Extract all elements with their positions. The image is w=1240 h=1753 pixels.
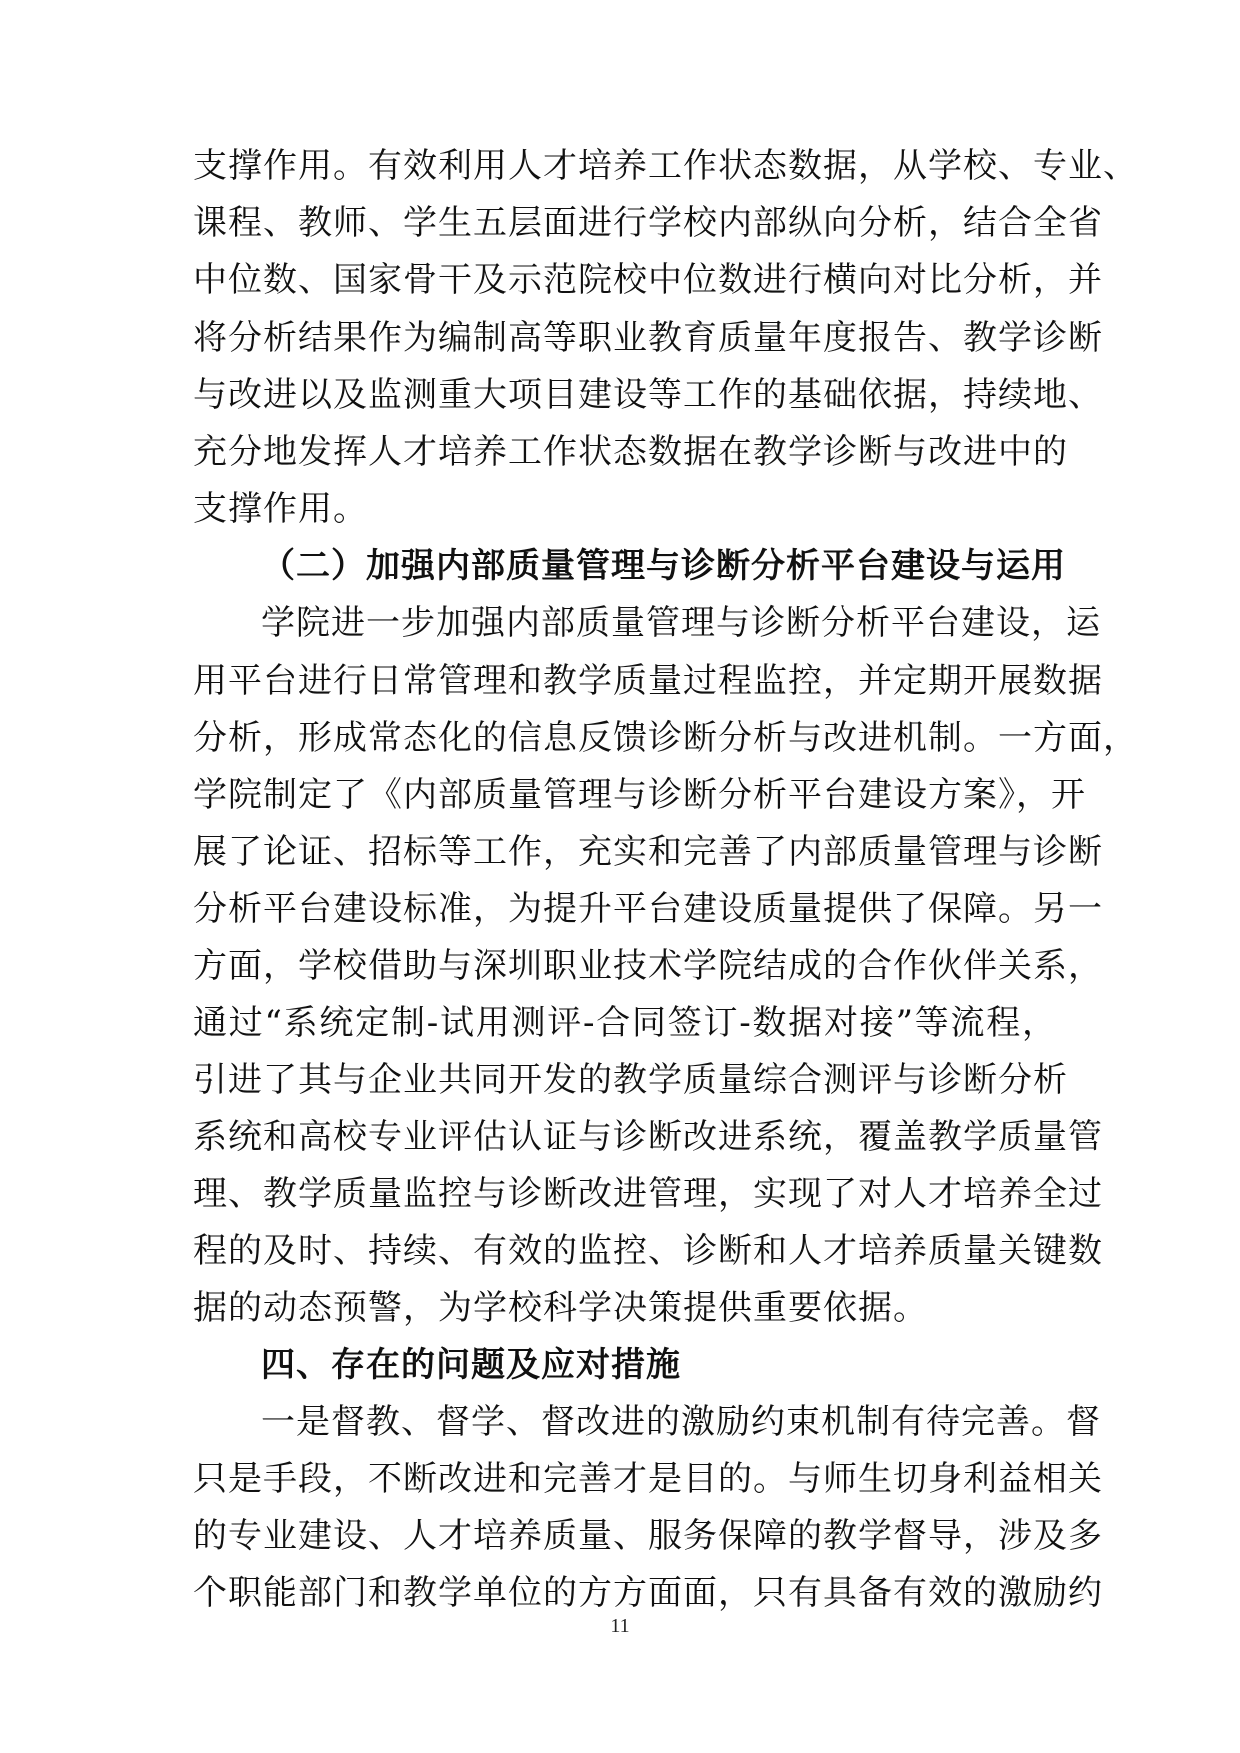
paragraph-line: 分析平台建设标准，为提升平台建设质量提供了保障。另一	[193, 889, 1103, 929]
paragraph-line: 与改进以及监测重大项目建设等工作的基础依据，持续地、	[193, 375, 1103, 415]
paragraph-line: 学院进一步加强内部质量管理与诊断分析平台建设，运	[261, 603, 1101, 643]
paragraph-line: 程的及时、持续、有效的监控、诊断和人才培养质量关键数	[193, 1231, 1103, 1271]
page-number: 11	[610, 1615, 630, 1637]
paragraph-line: 一是督教、督学、督改进的激励约束机制有待完善。督	[261, 1402, 1101, 1442]
section-heading: 四、存在的问题及应对措施	[261, 1345, 681, 1385]
paragraph-line: 支撑作用。	[193, 489, 368, 529]
section-heading: （二）加强内部质量管理与诊断分析平台建设与运用	[261, 546, 1066, 586]
paragraph-line: 系统和高校专业评估认证与诊断改进系统，覆盖教学质量管	[193, 1117, 1103, 1157]
paragraph-line: 中位数、国家骨干及示范院校中位数进行横向对比分析，并	[193, 260, 1103, 300]
paragraph-line: 展了论证、招标等工作，充实和完善了内部质量管理与诊断	[193, 832, 1103, 872]
paragraph-line: 个职能部门和教学单位的方方面面，只有具备有效的激励约	[193, 1573, 1103, 1613]
paragraph-line: 通过“系统定制-试用测评-合同签订-数据对接”等流程，	[193, 1003, 1057, 1043]
paragraph-line: 将分析结果作为编制高等职业教育质量年度报告、教学诊断	[193, 318, 1103, 358]
paragraph-line: 理、教学质量监控与诊断改进管理，实现了对人才培养全过	[193, 1174, 1103, 1214]
paragraph-line: 课程、教师、学生五层面进行学校内部纵向分析，结合全省	[193, 203, 1103, 243]
paragraph-line: 充分地发挥人才培养工作状态数据在教学诊断与改进中的	[193, 432, 1068, 472]
paragraph-line: 学院制定了《内部质量管理与诊断分析平台建设方案》，开	[193, 775, 1086, 815]
paragraph-line: 据的动态预警，为学校科学决策提供重要依据。	[193, 1288, 928, 1328]
paragraph-line: 引进了其与企业共同开发的教学质量综合测评与诊断分析	[193, 1060, 1068, 1100]
paragraph-line: 用平台进行日常管理和教学质量过程监控，并定期开展数据	[193, 661, 1103, 701]
paragraph-line: 只是手段，不断改进和完善才是目的。与师生切身利益相关	[193, 1459, 1103, 1499]
paragraph-line: 分析，形成常态化的信息反馈诊断分析与改进机制。一方面，	[193, 718, 1138, 758]
paragraph-line: 的专业建设、人才培养质量、服务保障的教学督导，涉及多	[193, 1516, 1103, 1556]
paragraph-line: 支撑作用。有效利用人才培养工作状态数据，从学校、专业、	[193, 146, 1138, 186]
paragraph-line: 方面，学校借助与深圳职业技术学院结成的合作伙伴关系，	[193, 946, 1103, 986]
